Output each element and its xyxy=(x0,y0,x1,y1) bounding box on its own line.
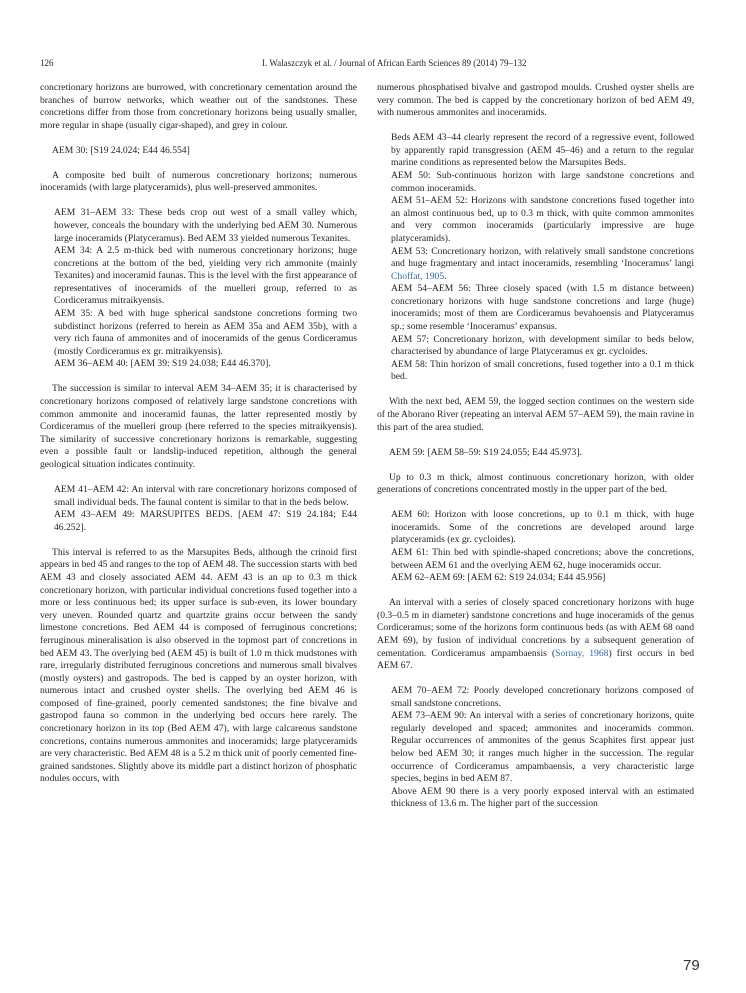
bed-entry: AEM 35: A bed with huge spherical sandstone concretions forming two subdistinct horizons (referred to herein as AEM 35a and AEM 35b), with a very rich fauna of ammonites and of inoceramids of the genus Cordiceramus (mostly Cordiceramus ex gr. mitraikyensis). xyxy=(54,308,357,357)
reference-link[interactable]: Choffat, 1905 xyxy=(391,270,445,282)
page-number: 126 xyxy=(40,58,54,68)
paragraph: A composite bed built of numerous concretionary horizons; numerous inoceramids (with large platyceramids), plus well-preserved ammonites. xyxy=(40,169,357,194)
bed-entry: AEM 73–AEM 90: An interval with a series of concretionary horizons, quite regularly developed and spaced; ammonites and inoceramids common. Regular occurrences of ammonites of the genus Scaphites first appear just below bed AEM 30; it ranges much higher in the succession. The regular occurrence of Cordiceramus ampambaensis, a very characteristic large species, begins in bed AEM 87. xyxy=(391,710,694,785)
bed-coordinates: AEM 30: [S19 24.024; E44 46.554] xyxy=(52,144,190,156)
bed-description-block xyxy=(377,509,694,585)
paragraph: numerous phosphatised bivalve and gastropod moulds. Crushed oyster shells are very common. The bed is capped by the concretionary horizon of bed AEM 49, with numerous ammonites and inoceramids. xyxy=(377,82,694,119)
paragraph: Up to 0.3 m thick, almost continuous concretionary horizon, with older generations of concretions concentrated mostly in the upper part of the bed. xyxy=(377,471,694,496)
bed-entry: AEM 62–AEM 69: [AEM 62: S19 24.034; E44 45.956] xyxy=(391,572,606,584)
left-column xyxy=(40,82,357,786)
bed-entry: AEM 50: Sub-continuous horizon with large sandstone concretions and common inoceramids. xyxy=(391,169,694,194)
bed-entry xyxy=(391,246,694,284)
text: ) first occurs in bed AEM 67. xyxy=(377,647,694,672)
bed-entry: AEM 51–AEM 52: Horizons with sandstone concretions fused together into an almost continuous bed, up to 0.3 m thick, with quite common ammonites and very common inoceramids (particularly impressive are huge platyceramids). xyxy=(391,195,694,244)
bed-entry: AEM 34: A 2.5 m-thick bed with numerous concretionary horizons; huge concretions at the bottom of the bed, yielding very rich ammonite (mainly Texanites) and inoceramid faunas. This is the level with the first appearance of representatives of inoceramids of the muelleri group, referred to as Cordiceramus mitraikyensis. xyxy=(54,245,357,307)
running-title: I. Walaszczyk et al. / Journal of African Earth Sciences 89 (2014) 79–132 xyxy=(262,58,527,68)
paragraph: This interval is referred to as the Marsupites Beds, although the crinoid first appears in bed 45 and ranges to the top of AEM 48. The succession starts with bed AEM 43 and closely associated AEM 44. AEM 43 is an up to 0.3 m thick concretionary horizon, with particular individual concretions fused together into a more or less continuous bed; its upper surface is sub-even, its lower boundary very uneven. Rounded quartz and quartzite grains occur between the sandy limestone concretions. Bed AEM 44 is composed of ferruginous concretions; ferruginous mineralisation is also observed in the topmost part of concretions in bed AEM 43. The overlying bed (AEM 45) is built of 1.0 m thick mudstones with rare, irregularly distributed ferruginous concretions and numerous small bivalves (mostly oysters) and gastropods. The bed is capped by an oyster horizon, with numerous intact and crushed oyster shells. The overlying bed AEM 46 is composed of fine-grained, poorly cemented sandstones; the fine bivalve and gastropod fauna so common in the underlying bed occurs here rarely. The concretionary horizon in its top (Bed AEM 47), with large calcareous sandstone concretions, contains numerous ammonites and inoceramids; large platyceramids are very characteristic. Bed AEM 48 is a 5.2 m thick unit of poorly cemented fine-grained sandstones. Slightly above its middle part a distinct horizon of phosphatic nodules occurs, with xyxy=(40,546,357,785)
bed-entry: AEM 41–AEM 42: An interval with rare concretionary horizons composed of small individual beds. The faunal content is similar to that in the beds below. xyxy=(54,483,357,508)
bed-entry: AEM 70–AEM 72: Poorly developed concretionary horizons composed of small sandstone concretions. xyxy=(391,685,694,709)
bed-entry: AEM 31–AEM 33: These beds crop out west of a small valley which, however, conceals the boundary with the underlying bed AEM 30. Numerous large inoceramids (Platyceramus). Bed AEM 33 yielded numerous Texanites. xyxy=(54,207,357,244)
bed-entry: Beds AEM 43–44 clearly represent the record of a regressive event, followed by apparently rapid transgression (AEM 45–46) and a return to the regular marine conditions as represented below the Marsupites Beds. xyxy=(391,132,694,169)
right-column xyxy=(377,82,694,811)
bed-description-block xyxy=(377,685,694,811)
bed-entry: AEM 61: Thin bed with spindle-shaped concretions; above the concretions, between AEM 61 and the overlying AEM 62, huge inoceramids occur. xyxy=(391,546,694,571)
folio-number: 79 xyxy=(683,957,700,974)
bed-description-block xyxy=(40,207,357,371)
text: An interval with a series of closely spaced concretionary horizons with huge (0.3–0.5 m in diameter) sandstone concretions and huge inoceramids of the genus Cordiceramus; some of the horizons form continuous beds (as with AEM 68 oand AEM 69), by fusion of individual concretions by a subsequent generation of cementation. Cordiceramus ampambaensis ( xyxy=(377,597,694,659)
bed-coordinates: AEM 59: [AEM 58–59: S19 24.055; E44 45.973]. xyxy=(389,446,582,458)
text: . xyxy=(444,270,447,282)
bed-entry: AEM 58: Thin horizon of small concretions, fused together into a 0.1 m thick bed. xyxy=(391,358,694,383)
text: AEM 53: Concretionary horizon, with relatively small sandstone concretions and huge fragmentary and intact inoceramids, resembling ‘Inoceramus’ langi xyxy=(391,245,694,270)
bed-entry: AEM 43–AEM 49: MARSUPITES BEDS. [AEM 47: S19 24.184; E44 46.252]. xyxy=(54,509,357,533)
bed-description-block xyxy=(40,484,357,534)
paragraph xyxy=(377,597,694,673)
paragraph: concretionary horizons are burrowed, with concretionary cementation around the branches of burrow networks, which weather out of the sandstones. These concretions differ from those from concretionary horizons being usually smaller, more regular in shape (usually cigar-shaped), and grey in colour. xyxy=(40,82,357,131)
bed-entry: AEM 60: Horizon with loose concretions, up to 0.1 m thick, with huge inoceramids. Some of the concretions are developed around large platyceramids (ex gr. cycloides). xyxy=(391,509,694,546)
bed-entry: Above AEM 90 there is a very poorly exposed interval with an estimated thickness of 13.6 m. The higher part of the succession xyxy=(391,785,694,810)
bed-description-block xyxy=(377,132,694,384)
bed-entry: AEM 36–AEM 40: [AEM 39: S19 24.038; E44 46.370]. xyxy=(54,358,271,370)
paragraph: The succession is similar to interval AEM 34–AEM 35; it is characterised by concretionary horizons composed of relatively large sandstone concretions with common ammonite and inoceramid faunas, the latter represented mostly by Cordiceramus of the muelleri group (here referred to the species mitraikyensis). The similarity of successive concretionary horizons is remarkable, suggesting even a possible fault or landslip-induced repetition, although the general geological situation indicates continuity. xyxy=(40,383,357,470)
reference-link[interactable]: Sornay, 1968 xyxy=(555,647,609,659)
bed-entry: AEM 54–AEM 56: Three closely spaced (with 1.5 m distance between) concretionary horizons with huge sandstone concretions and large (huge) inoceramids; most of them are Cordiceramus bevahoensis and Platyceramus sp.; some resemble ‘Inoceramus’ expansus. xyxy=(391,283,694,333)
paragraph: With the next bed, AEM 59, the logged section continues on the western side of the Aborano River (repeating an interval AEM 57–AEM 59), the main ravine in this part of the area studied. xyxy=(377,396,694,433)
bed-entry: AEM 57: Concretionary horizon, with development similar to beds below, characterised by abundance of large Platyceramus ex gr. cycloides. xyxy=(391,333,694,358)
